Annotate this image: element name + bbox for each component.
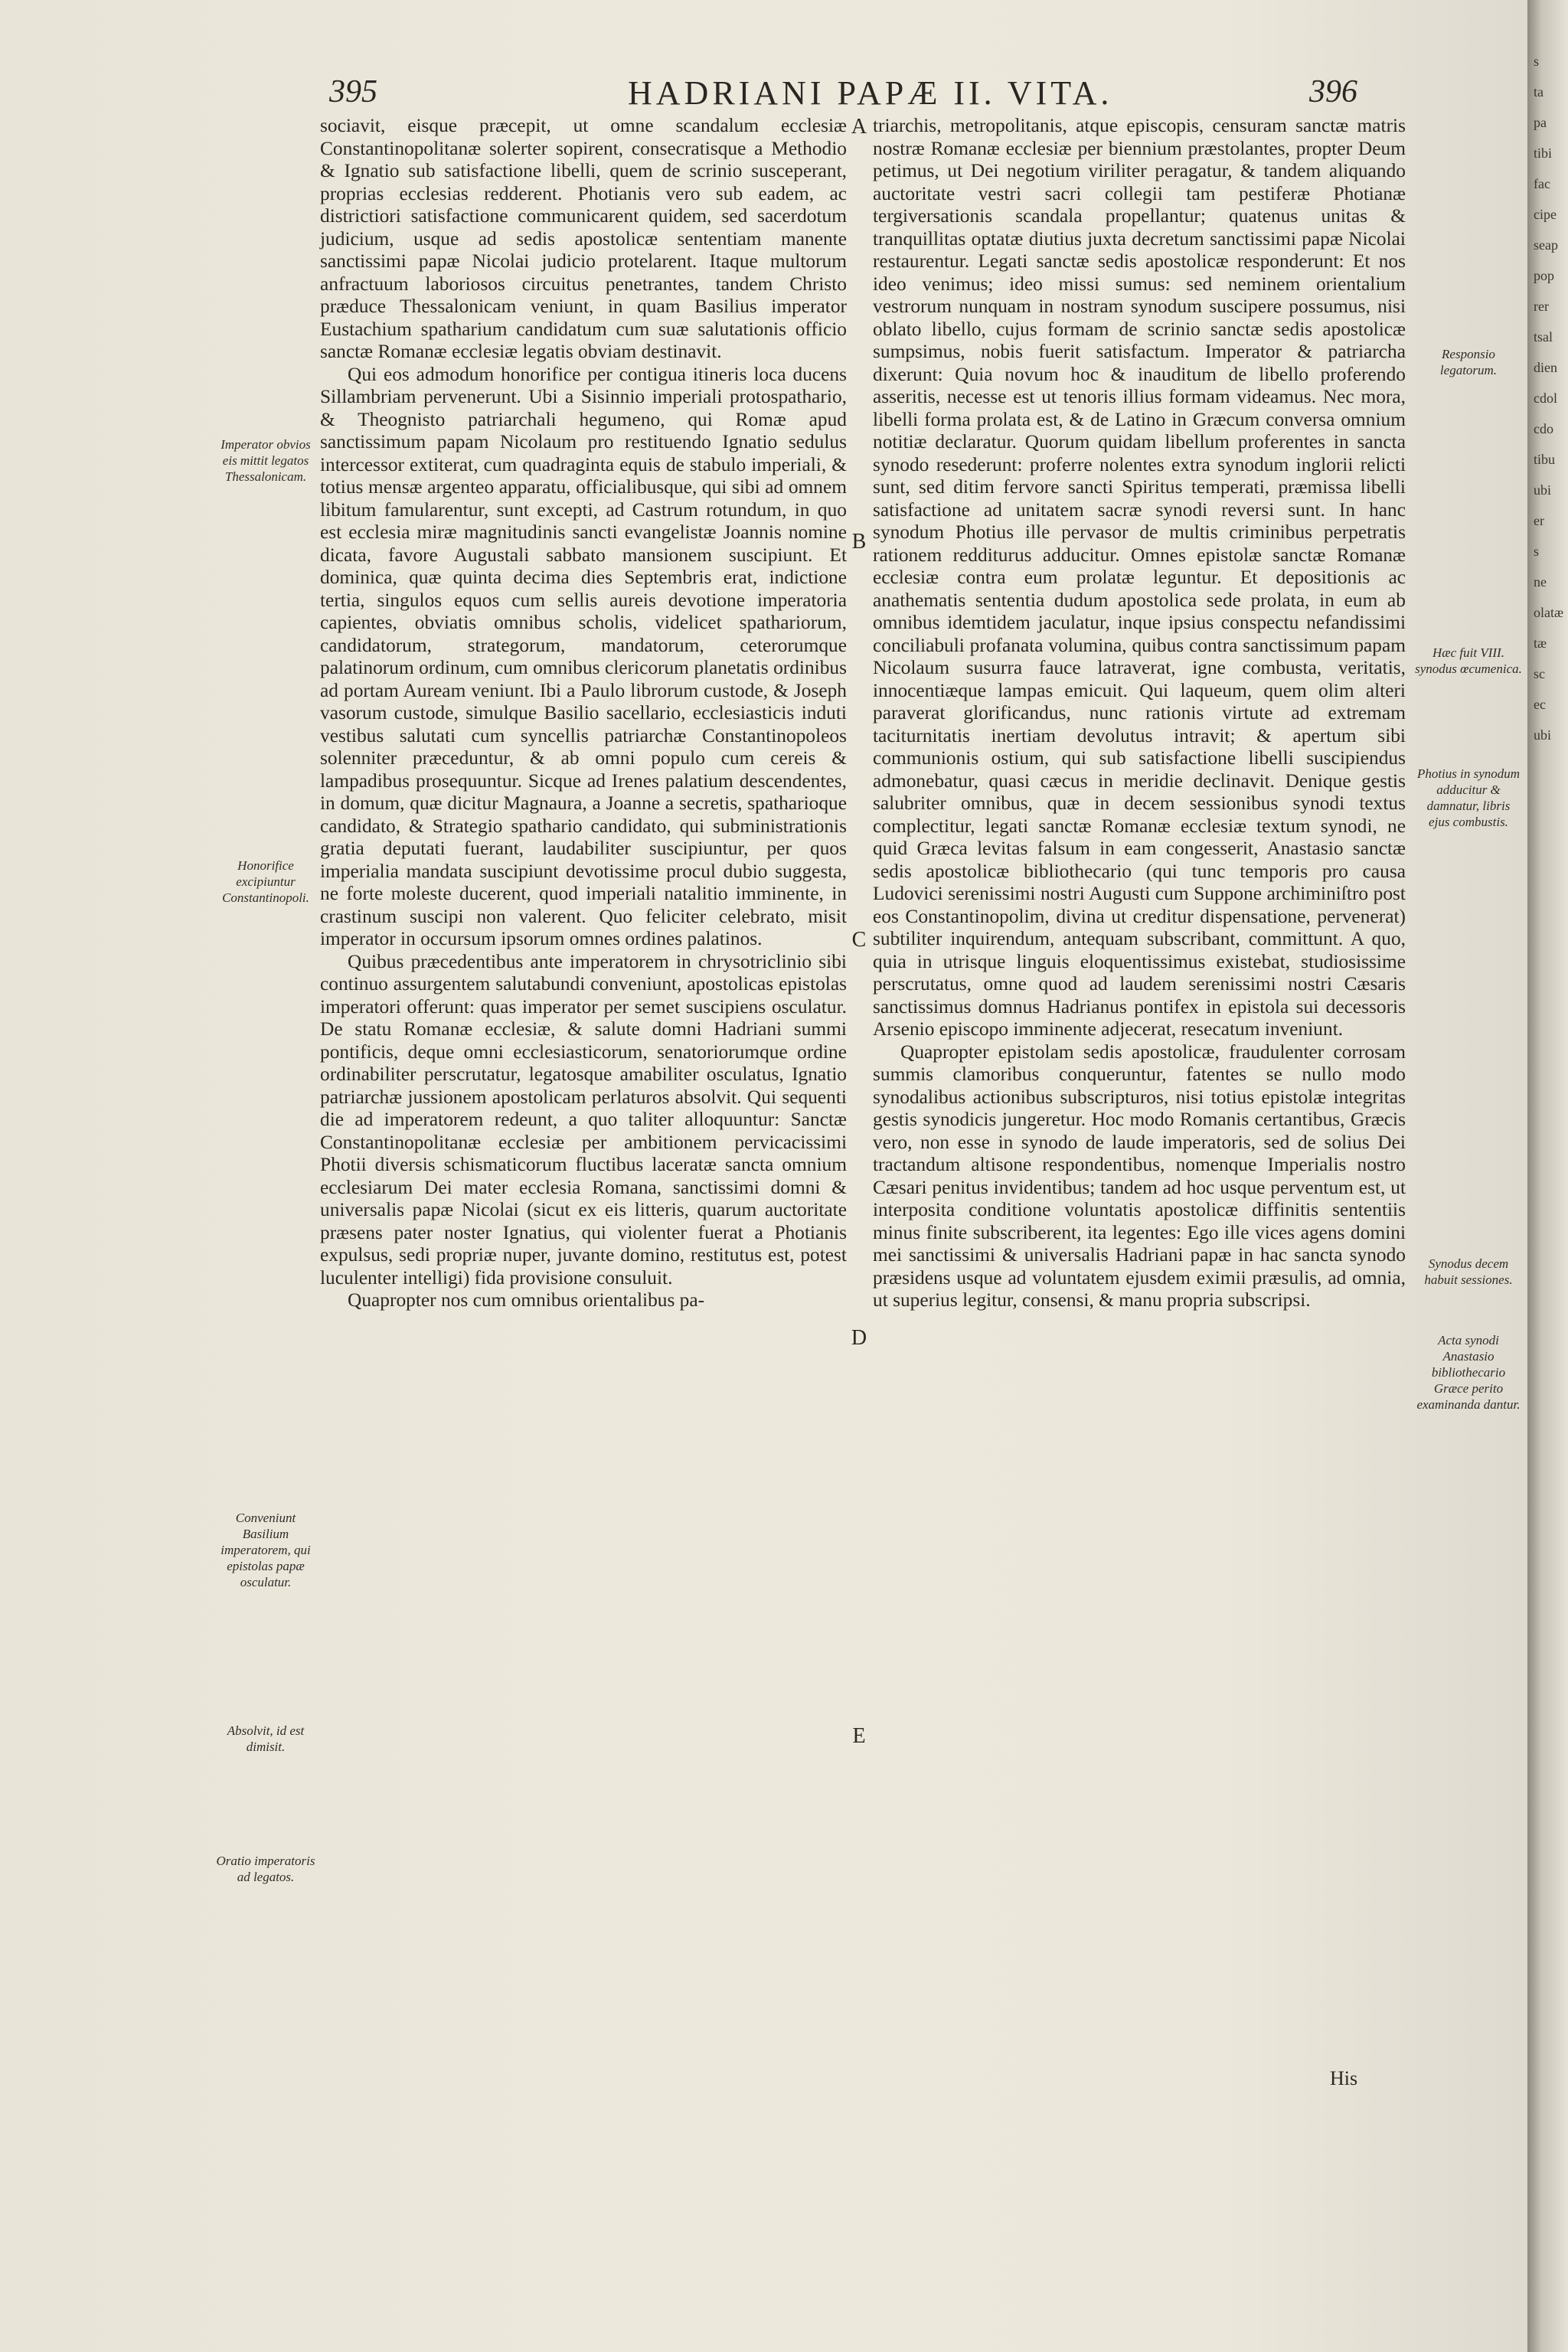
paragraph: Quibus præcedentibus ante imperatorem in chrysotriclinio sibi continuo assurgentem salutabundi conveniunt, apostolicas epistolas imperatori offerunt: quas imperator per semet suscipiens osculatur. De statu Romanæ ecclesiæ, & salute domni Hadriani summi pontificis, deque omni ecclesiasticorum, senatoriorumque ordine ordinabiliter perscrutatur, legatosque amabiliter osculatus, Ignatio patriarchæ jussionem apostolicam perlaturos absolvit. Qui sequenti die ad imperatorem redeunt, a quo taliter alloquuntur: Sanctæ Constantinopolitanæ ecclesiæ per ambitionem pervicacissimi Photii diversis schismaticorum fluctibus laceratæ sancta omnium ecclesiarum Dei mater ecclesia Romana, sanctissimi domni & universalis papæ Nicolai (sicut ex eis litteris, quarum auctoritate præsens pater noster Ignatius, qui violenter fuerat a Photianis expulsus, sedi propriæ nuper, juvante domino, restitutus est, potest luculenter intelligi) fida provisione consuluit. [320, 950, 847, 1289]
left-text-column [320, 115, 847, 1312]
facing-page-fragment: tæ [1534, 635, 1547, 651]
section-letter: B [851, 530, 867, 554]
facing-page-fragment: ne [1534, 574, 1547, 590]
paragraph: Qui eos admodum honorifice per contigua itineris loca ducens Sillambriam pervenerunt. Ubi a Sisinnio imperiali protospathario, & Theognisto patriarchali hegumeno, qui Romæ apud sanctissimum papam Nicolaum pro restituendo Ignatio sedulus intercessor extiterat, cum quadraginta equis de stabulo imperiali, & totius mensæ argenteo apparatu, officialibusque, qui sibi ad omnem libitum famularentur, sunt excepti, ad Castrum rotundum, in quo est ecclesia miræ magnitudinis sancti evangelistæ Joannis nomine dicata, favore Augustali sabbato mansionem suscipiunt. Et dominica, quæ quinta decima dies Septembris erat, indictione tertia, singulos equos cum sellis aureis devotione imperatoria capientes, obviatis omnibus scholis, videlicet spathariorum, candidatorum, strategorum, mandatorum, ceterorumque palatinorum ordinum, cum omnibus clericorum planetatis ordinibus ad portam Auream veniunt. Ibi a Paulo librorum custode, & Joseph vasorum custode, simulque Basilio sacellario, ecclesiasticis induti vestibus salutati cum syncellis patriarchæ Constantinopoleos solenniter præceduntur, & ab omni populo cum cereis & lampadibus prosequuntur. Sicque ad Irenes palatium descendentes, in domum, quæ dicitur Magnaura, a Joanne a secretis, spathariοque candidato, & Strategio spathario candidato, qui subministrationis gratia deputati fuerant, laudabiliter suscipiuntur, per quos imperialia mandata suscipiunt devotissime procul dubio suggesta, ne forte moleste ducerent, quod imperiali natalitio imminente, in crastinum suscipi non valerent. Quo feliciter celebrato, misit imperator in occursum ipsorum omnes ordines palatinos. [320, 363, 847, 949]
facing-page-fragment: cipe [1534, 207, 1557, 222]
paragraph: Quapropter nos cum omnibus orientalibus pa- [348, 1289, 705, 1311]
margin-note-left: Oratio imperatoris ad legatos. [216, 1854, 315, 1884]
catchword: His [1330, 2067, 1358, 2089]
section-letter: E [852, 1724, 866, 1748]
section-letter: D [851, 1326, 867, 1350]
margin-note-left: Imperator obvios eis mittit legatos Thessalonicam. [220, 437, 311, 484]
facing-page-fragment: dien [1534, 360, 1557, 375]
facing-page-fragment: ubi [1534, 482, 1552, 498]
facing-page-fragment: tibi [1534, 145, 1553, 161]
facing-page-fragment: cdo [1534, 421, 1553, 436]
facing-page-fragment: tsal [1534, 329, 1553, 345]
facing-page-fragment: ubi [1534, 727, 1552, 743]
margin-note-right: Hæc fuit VIII. synodus œcumenica. [1415, 645, 1522, 676]
margin-note-left: Absolvit, id est dimisit. [227, 1723, 305, 1754]
facing-page-fragment: sc [1534, 666, 1545, 681]
facing-page-fragment: s [1534, 544, 1540, 559]
paragraph: triarchis, metropolitanis, atque episcopis, censuram sanctæ matris nostræ Romanæ ecclesiæ per biennium præstolantes, propter Deum petimus, ut Dei negotium viriliter peragatur, & tandem aliquando auctoritate vestri sacri collegii tam pestiferæ Photianæ tergiversationis scandala propellantur; quatenus unitas & tranquillitas optatæ diutius juxta decretum sanctissimi papæ Nicolai restaurentur. Legati sanctæ sedis apostolicæ responderunt: Et nos ideo venimus; ideo missi sumus: sed neminem orientalium vestrorum nunquam in nostram synodum suscipere possumus, nisi oblato libello, cujus formam de scrinio sanctæ sedis apostolicæ sumpsimus, nobis fuerit satisfactum. Imperator & patriarcha dixerunt: Quia novum hoc & inauditum de libello proferendo asseritis, necesse est ut tenoris illius formam videamus. Nec mora, libelli forma prolata est, & de Latino in Græcum conversa omnium notitiæ declaratur. Quorum quidam libellum proferentes in sancta synodo resederunt: proferre nolentes extra synodum inglorii relicti sunt, sed ditim fervore sancti Spiritus temperati, præmissa libelli satisfactione ad unitatem sacræ synodi reversi sunt. In hanc synodum Photius ille pervasor de multis criminibus perpetratis rationem redditurus adducitur. Omnes epistolæ sanctæ Romanæ ecclesiæ contra eum prolatæ leguntur. Et depositionis ac anathematis sententia dudum apostolica sede prolata, in eum ab omnibus idemtidem jaculatur, inque ipsius conspectu nefandissimi conciliabuli profanata volumina, quibus contra sanctissimum papam Nicolaum susurra fauce latraverat, igne combusta, veritatis, innocentiæque lampas emicuit. Qui laqueum, quem olim alteri paraverat glorificandus, nunc rationis virtute ad extremam taciturnitatis inertiam devolutus intravit; & apertum sibi communionis ostium, qui sub satisfactione libelli suscipiendus admonebatur, quasi cæcus in meridie declinavit. Denique gestis salubriter omnibus, quæ in decem sessionibus synodi textus complectitur, legati sanctæ Romanæ ecclesiæ textum synodi, ne quid Græca levitas falsum in eam congesserit, Anastasio sanctæ sedis apostolicæ bibliothecario (qui tunc temporis pro causa Ludovici serenissimi nostri Augusti cum Suppone archiminiſtro post eos Constantinopolim, divina ut creditur dispensatione, pervenerat) subtiliter inquirendum, antequam subscribant, committunt. A quo, quia in utrisque linguis eloquentissimus existebat, studiosissime perscrutatus, omne quod ad laudem serenissimi nostri Cæsaris sanctissimus domnus Hadrianus pontifex in epistola sui decessoris Arsenio episcopo imminente adjecerat, resecatum inveniunt. [873, 115, 1406, 1040]
facing-page-edge [1527, 0, 1568, 2352]
facing-page-fragment: fac [1534, 176, 1550, 191]
margin-note-right: Photius in synodum adducitur & damnatur, libris ejus combustis. [1416, 766, 1521, 829]
facing-page-fragment: pa [1534, 115, 1547, 130]
margin-note-right: Responsio legatorum. [1439, 347, 1498, 377]
margin-note-right: Synodus decem habuit sessiones. [1424, 1256, 1513, 1287]
facing-page-fragment: olatæ [1534, 605, 1563, 620]
facing-page-fragment: ec [1534, 697, 1546, 712]
facing-page-fragment: er [1534, 513, 1544, 528]
section-letter: A [851, 115, 867, 139]
facing-page-fragment: s [1534, 54, 1540, 69]
margin-note-left: Honorifice excipiuntur Constantinopoli. [222, 858, 309, 905]
margin-note-left: Conveniunt Basilium imperatorem, qui epistolas papæ osculatur. [220, 1511, 311, 1589]
section-letter: C [851, 928, 867, 952]
facing-page-fragment: cdol [1534, 390, 1557, 406]
facing-page-text [1527, 0, 1568, 750]
right-page-number: 396 [1309, 74, 1357, 109]
right-text-column [873, 115, 1406, 1312]
paragraph: sociavit, eisque præcepit, ut omne scandalum ecclesiæ Constantinopolitanæ solerter sopirent, consecratisque a Methodio & Ignatio sub satisfactione libelli, quem de scrinio susceperant, proprias ecclesias redderent. Photianis vero sub eadem, ac districtiori satisfactione communicarent quidem, sed sacerdotum judicium, usque ad sedis apostolicæ sententiam manente sanctissimi papæ Nicolai judicio protelarent. Itaque multorum anfractuum laboriosos circuitus penetrantes, tandem Christo præduce Thessalonicam veniunt, in quam Basilius imperator Eustachium spatharium candidatum cum suæ salutationis officio sanctæ Romanæ ecclesiæ legatis obviam destinavit. [320, 115, 847, 362]
facing-page-fragment: seap [1534, 237, 1558, 253]
margin-note-right: Acta synodi Anastasio bibliothecario Græce perito examinanda dantur. [1416, 1333, 1521, 1412]
facing-page-fragment: pop [1534, 268, 1554, 283]
facing-page-fragment: tibu [1534, 452, 1556, 467]
facing-page-fragment: rer [1534, 299, 1549, 314]
paragraph: Quapropter epistolam sedis apostolicæ, fraudulenter corrosam summis clamoribus conqueruntur, fatentes se nullo modo synodalibus actionibus subscripturos, nisi totius epistolæ integritas gestis synodicis jungeretur. Hoc modo Romanis certantibus, Græcis vero, non esse in synodo de laude imperatoris, sed de solius Dei tractandum altisone respondentibus, nomenque Imperialis nostro Cæsari penitus invidentibus; tandem ad hoc usque perventum est, ut interposita conditione voluntatis apostolicæ diffinitis sententiis minus finite subscriberent, ita legentes: Ego ille vices agens domini mei sanctissimi & universalis Hadriani papæ in hac sancta synodo præsidens usque ad voluntatem ejusdem eximii præsulis, ad omnia, ut superius legitur, consensi, & manu propria subscripsi. [873, 1040, 1406, 1311]
running-title: HADRIANI PAPÆ II. VITA. [628, 74, 1113, 112]
left-page-number: 395 [329, 74, 377, 109]
facing-page-fragment: ta [1534, 84, 1544, 100]
